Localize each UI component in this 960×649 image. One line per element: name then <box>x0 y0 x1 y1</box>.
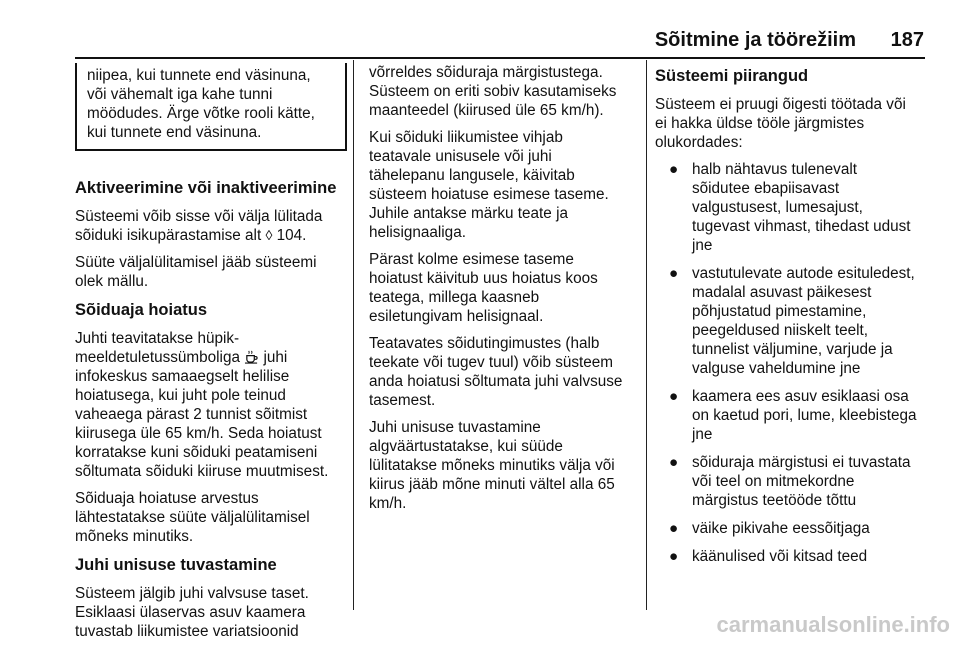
page-reference-link[interactable]: 104. <box>276 227 307 244</box>
drowsiness-paragraph-1: Süsteem jälgib juhi valvsuse taset. Esiklaasi ülaservas asuv kaamera tuvastab liikumistee variatsioonid <box>75 585 309 640</box>
column2-paragraph-2: Kui sõiduki liikumistee vihjab teatavale unisusele või juhi tähelepanu langusele, käivitab süsteem hoiatuse esimese taseme. Juhile antakse märku teate ja helisignaaliga. <box>369 129 609 241</box>
bullet-icon: ● <box>669 548 679 565</box>
column-divider-1 <box>353 60 354 610</box>
bullet-icon: ● <box>669 454 679 471</box>
column2-paragraph-4: Teatavates sõidutingimustes (halb teekate või tugev tuul) võib süsteem anda hoiatusi sõltumata juhi valvsuse tasemest. <box>369 335 623 409</box>
list-item: ● väike pikivahe eessõitjaga <box>669 520 870 537</box>
limitations-intro: Süsteem ei pruugi õigesti töötada või ei hakka üldse tööle järgmistes olukordades: <box>655 96 906 151</box>
note-line: kui tunnete end väsinuna. <box>87 124 262 141</box>
column-3 <box>655 63 930 575</box>
section-title: Sõitmine ja töörežiim <box>654 29 856 51</box>
limitations-heading: Süsteemi piirangud <box>655 67 809 85</box>
bullet-icon: ● <box>669 520 679 537</box>
drowsiness-heading: Juhi unisuse tuvastamine <box>75 556 277 574</box>
note-line: möödudes. Ärge võtke rooli kätte, <box>87 105 315 122</box>
activation-heading: Aktiveerimine või inaktiveerimine <box>75 179 337 197</box>
column-2 <box>369 63 643 521</box>
bullet-icon: ● <box>669 265 679 282</box>
limitations-list <box>655 160 930 566</box>
list-item: ● vastutulevate autode esituledest, madalal asuvast päikesest põhjustatud pimestamine, peegeldused niiskelt teelt, tunnelist väljumine, varjude ja valguse vaheldumine jne <box>669 265 915 377</box>
list-item: ● halb nähtavus tulenevalt sõidutee ebapiisavast valgustusest, lumesajust, tugevast vihmast, tihedast udust jne <box>669 161 911 254</box>
driver-warning-paragraph-1: Juhti teavitatakse hüpik- meeldetuletussümboliga juhi infokeskus samaaegselt helilise hoiatusega, kui juht pole teinud vaheaega pärast 2 tunnist sõitmist kiirusega üle 65 km/h. Seda hoiatust korratakse kuni sõiduki peatamiseni sõltumata sõiduki kiiruse muutmisest. <box>75 330 329 480</box>
header-divider <box>75 57 925 59</box>
page-reference-arrow-icon[interactable]: ◊ <box>265 227 273 243</box>
bullet-icon: ● <box>669 388 679 405</box>
list-item: ● sõiduraja märgistusi ei tuvastata või teel on mitmekordne märgistus teetööde tõttu <box>669 454 911 509</box>
page-number: 187 <box>890 29 924 51</box>
column-1 <box>75 63 347 649</box>
driver-warning-paragraph-2: Sõiduaja hoiatuse arvestus lähtestatakse süüte väljalülitamisel mõneks minutiks. <box>75 490 310 545</box>
column2-paragraph-1: võrreldes sõiduraja märgistustega. Süsteem on eriti sobiv kasutamiseks maanteedel (kiirused üle 65 km/h). <box>369 64 617 119</box>
caution-note-box <box>75 63 347 151</box>
activation-paragraph-2: Süüte väljalülitamisel jääb süsteemi olek mällu. <box>75 254 317 290</box>
watermark: carmanualsonline.info <box>716 612 950 637</box>
list-item: ● kaamera ees asuv esiklaasi osa on kaetud pori, lume, kleebistega jne <box>669 388 917 443</box>
driver-warning-heading: Sõiduaja hoiatus <box>75 301 208 319</box>
bullet-icon: ● <box>669 161 679 178</box>
column2-paragraph-3: Pärast kolme esimese taseme hoiatust käivitub uus hoiatus koos teatega, millega kaasneb esiletungivam helisignaal. <box>369 251 598 325</box>
column-divider-2 <box>646 60 647 610</box>
note-line: või vähemalt iga kahe tunni <box>87 86 273 103</box>
note-line: niipea, kui tunnete end väsinuna, <box>87 67 311 84</box>
drowsy-driver-cup-icon <box>244 350 259 364</box>
list-item: ● käänulised või kitsad teed <box>669 548 868 565</box>
column2-paragraph-5: Juhi unisuse tuvastamine algväärtustatakse, kui süüde lülitatakse mõneks minutiks välja või kiirus jääb mõne minuti vältel alla 65 km/h. <box>369 419 615 512</box>
activation-paragraph-1: Süsteemi võib sisse või välja lülitada sõiduki isikupärastamise alt ◊ 104. <box>75 208 323 244</box>
